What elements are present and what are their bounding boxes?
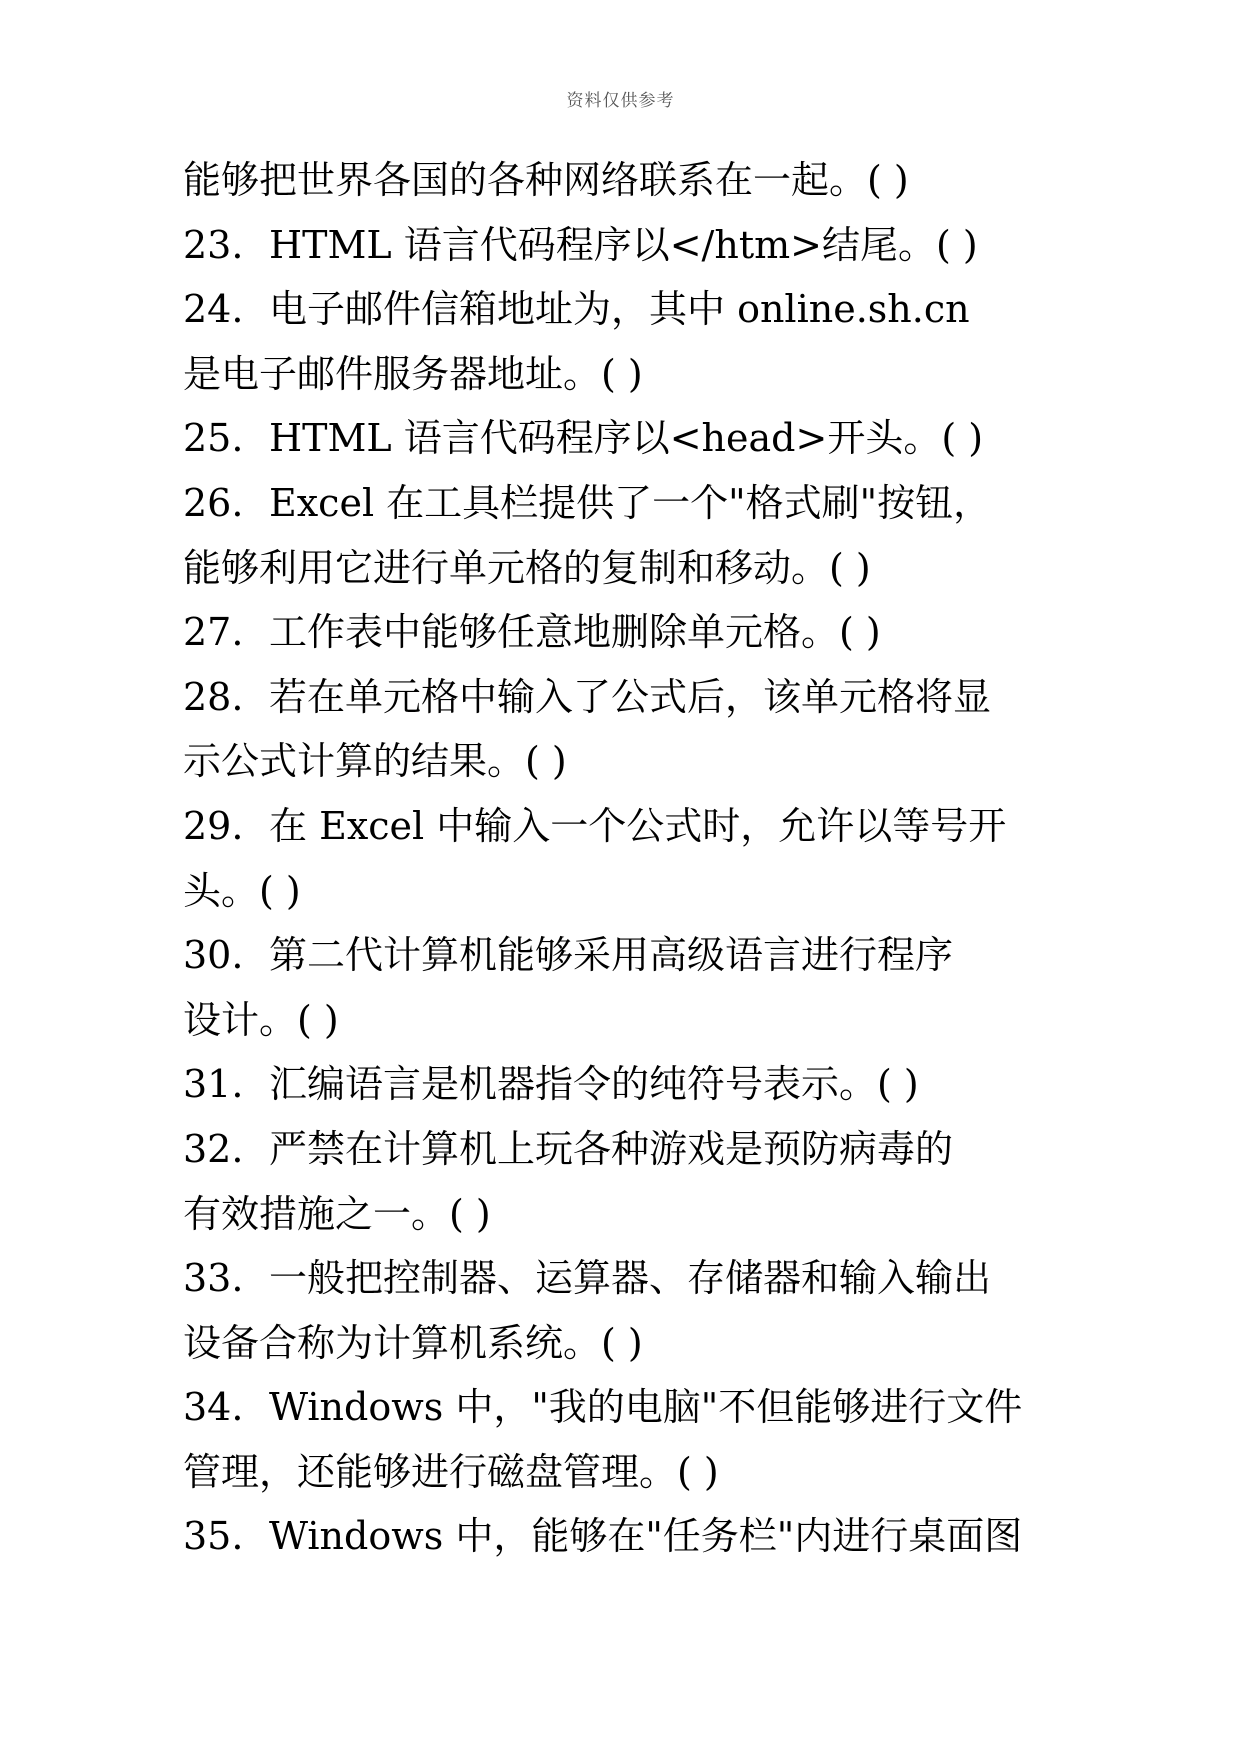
question-line xyxy=(183,1375,1063,1440)
question-number: 32. xyxy=(183,1126,244,1171)
question-line xyxy=(183,600,1063,665)
continuation-line xyxy=(183,1440,1063,1505)
question-number: 25. xyxy=(183,416,244,461)
line-text: HTML 语言代码程序以</htm>结尾。( ) xyxy=(269,222,978,267)
line-text: 管理，还能够进行磁盘管理。( ) xyxy=(183,1449,719,1494)
line-text: 在 Excel 中输入一个公式时，允许以等号开 xyxy=(269,803,1007,848)
question-line xyxy=(183,1504,1063,1569)
question-number: 26. xyxy=(183,480,244,525)
question-line xyxy=(183,794,1063,859)
question-number: 33. xyxy=(183,1256,244,1301)
question-line xyxy=(183,471,1063,536)
line-text: 有效措施之一。( ) xyxy=(183,1191,491,1236)
line-text: 能够把世界各国的各种网络联系在一起。( ) xyxy=(183,158,909,202)
line-text: 电子邮件信箱地址为，其中 online.sh.cn xyxy=(269,287,970,332)
question-line xyxy=(183,1052,1063,1117)
continuation-line xyxy=(183,988,1063,1053)
question-number: 31. xyxy=(183,1062,244,1107)
line-text: 第二代计算机能够采用高级语言进行程序 xyxy=(269,933,954,978)
question-number: 24. xyxy=(183,287,244,332)
line-text: 是电子邮件服务器地址。( ) xyxy=(183,351,643,396)
question-line xyxy=(183,1117,1063,1182)
line-text: Windows 中，"我的电脑"不但能够进行文件 xyxy=(269,1385,1023,1430)
continuation-line xyxy=(183,536,1063,601)
line-text: 头。( ) xyxy=(183,868,301,913)
text-line xyxy=(183,148,1063,213)
line-text: 设计。( ) xyxy=(183,997,339,1042)
line-text: 严禁在计算机上玩各种游戏是预防病毒的 xyxy=(269,1126,954,1171)
line-text: 一般把控制器、运算器、存储器和输入输出 xyxy=(269,1256,992,1301)
line-text: Excel 在工具栏提供了一个"格式刷"按钮， xyxy=(269,480,992,525)
question-number: 35. xyxy=(183,1514,244,1559)
line-text: 示公式计算的结果。( ) xyxy=(183,739,567,784)
continuation-line xyxy=(183,1311,1063,1376)
line-text: 汇编语言是机器指令的纯符号表示。( ) xyxy=(269,1062,919,1107)
continuation-line xyxy=(183,1182,1063,1247)
continuation-line xyxy=(183,859,1063,924)
question-line xyxy=(183,665,1063,730)
question-line xyxy=(183,213,1063,278)
line-text: 若在单元格中输入了公式后，该单元格将显 xyxy=(269,674,992,719)
question-line xyxy=(183,277,1063,342)
question-number: 34. xyxy=(183,1385,244,1430)
question-number: 27. xyxy=(183,610,244,655)
question-number: 23. xyxy=(183,222,244,267)
line-text: HTML 语言代码程序以<head>开头。( ) xyxy=(269,416,984,461)
line-text: 设备合称为计算机系统。( ) xyxy=(183,1320,643,1365)
continuation-line xyxy=(183,729,1063,794)
page-header: 资料仅供参考 xyxy=(566,91,675,111)
question-line xyxy=(183,406,1063,471)
question-number: 30. xyxy=(183,933,244,978)
question-line xyxy=(183,1246,1063,1311)
line-text: Windows 中，能够在"任务栏"内进行桌面图 xyxy=(269,1514,1023,1559)
question-number: 29. xyxy=(183,803,244,848)
continuation-line xyxy=(183,342,1063,407)
question-number: 28. xyxy=(183,674,244,719)
question-line xyxy=(183,923,1063,988)
document-body xyxy=(183,148,1063,1569)
line-text: 工作表中能够任意地删除单元格。( ) xyxy=(269,610,881,655)
line-text: 能够利用它进行单元格的复制和移动。( ) xyxy=(183,545,871,590)
